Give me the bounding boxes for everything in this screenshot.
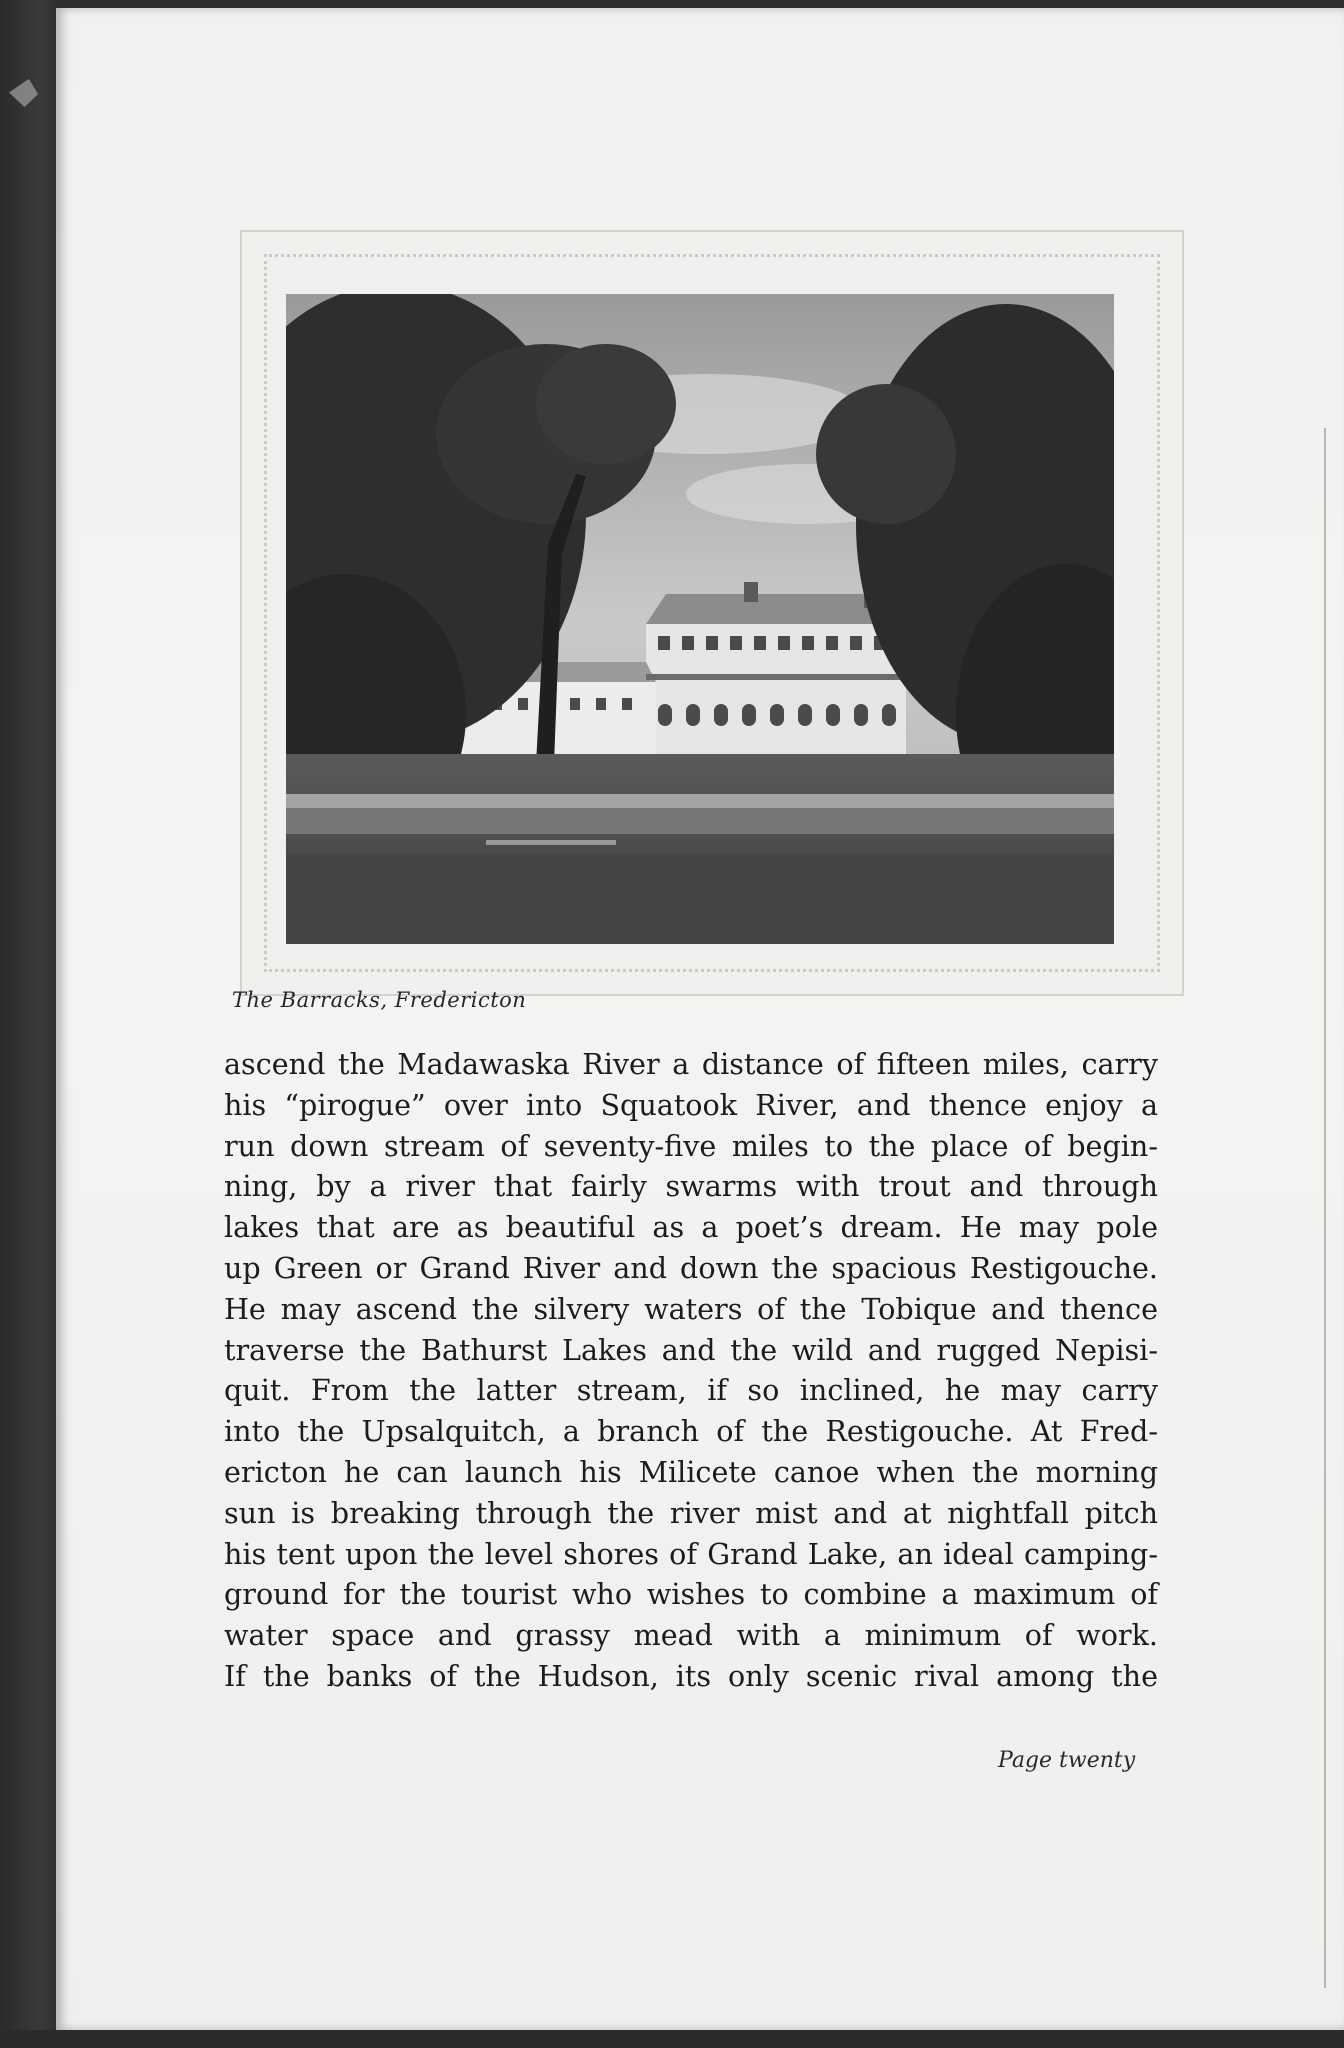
barracks-photo-image [286,294,1114,944]
text-line: traverse the Bathurst Lakes and the wild and rugged Nepisi- [224,1332,1158,1367]
text-line: ning, by a river that fairly swarms with trout and through [224,1169,1158,1204]
body-text [224,1044,1158,1697]
text-line: into the Upsalquitch, a branch of the Restigouche. At Fred- [224,1414,1158,1449]
text-line: ascend the Madawaska River a distance of fifteen miles, carry [224,1047,1158,1081]
barracks-photograph [286,294,1114,944]
text-line: his tent upon the level shores of Grand Lake, an ideal camping- [224,1536,1158,1571]
text-line: He may ascend the silvery waters of the Tobique and thence [224,1291,1158,1326]
text-line: run down stream of seventy-five miles to the place of begin- [224,1128,1158,1163]
text-line: sun is breaking through the river mist and at nightfall pitch [224,1495,1158,1530]
text-line: quit. From the latter stream, if so inclined, he may carry [224,1373,1158,1408]
scan-smudge [6,74,42,110]
text-line: ericton he can launch his Milicete canoe when the morning [224,1454,1158,1489]
photo-caption: The Barracks, Fredericton [232,988,527,1012]
scan-bottom-edge [0,2030,1344,2048]
text-line: his “pirogue” over into Squatook River, and thence enjoy a [224,1087,1158,1122]
page-edge [1324,428,1326,1988]
text-line: lakes that are as beautiful as a poet’s dream. He may pole [224,1210,1158,1245]
text-line: water space and grassy mead with a minimum of work. [224,1618,1158,1653]
photo-frame [240,230,1184,996]
page-number: Page twenty [998,1748,1136,1773]
text-line: ground for the tourist who wishes to combine a maximum of [224,1577,1158,1612]
text-line: If the banks of the Hudson, its only scenic rival among the [224,1658,1158,1693]
text-line: up Green or Grand River and down the spacious Restigouche. [224,1250,1158,1285]
